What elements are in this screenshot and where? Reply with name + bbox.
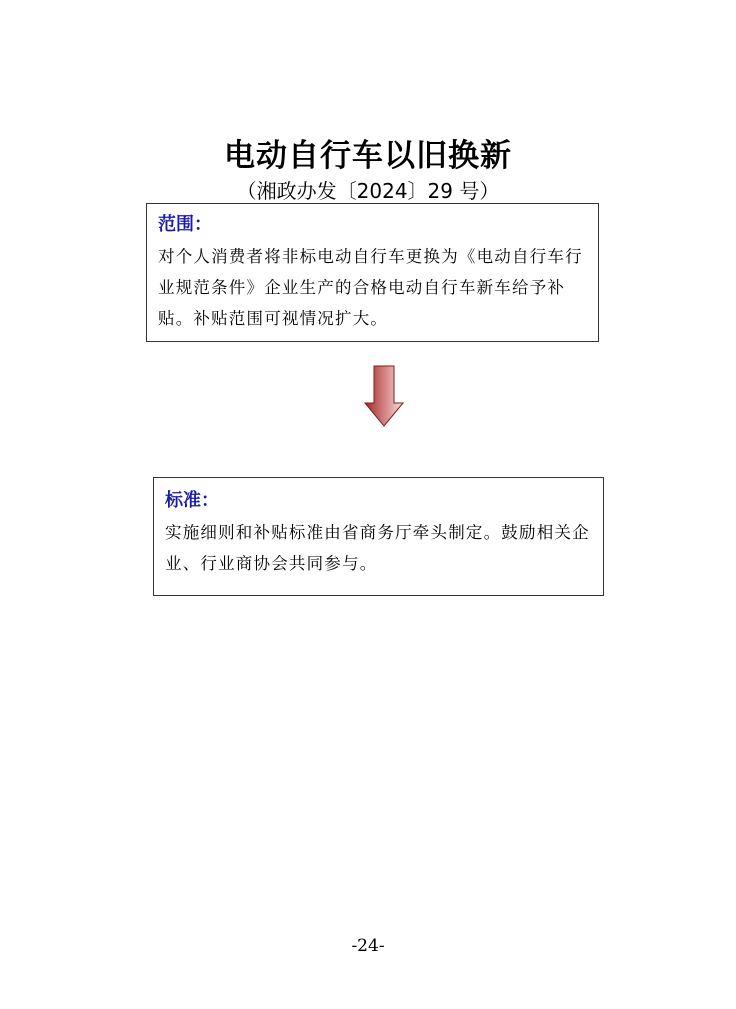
document-title: 电动自行车以旧换新: [224, 138, 512, 174]
standard-heading: 标准：: [165, 490, 219, 511]
standard-box: [153, 477, 604, 596]
scope-box: [146, 203, 599, 342]
down-arrow-icon: [364, 365, 404, 427]
scope-heading: 范围：: [158, 214, 212, 235]
page-number: -24-: [351, 936, 385, 956]
standard-text: 实施细则和补贴标准由省商务厅牵头制定。鼓励相关企业、行业商协会共同参与。: [165, 523, 590, 573]
scope-text: 对个人消费者将非标电动自行车更换为《电动自行车行业规范条件》企业生产的合格电动自行车新车给予补贴。补贴范围可视情况扩大。: [158, 247, 583, 328]
document-reference: （湘政办发〔2024〕29 号）: [236, 179, 500, 203]
